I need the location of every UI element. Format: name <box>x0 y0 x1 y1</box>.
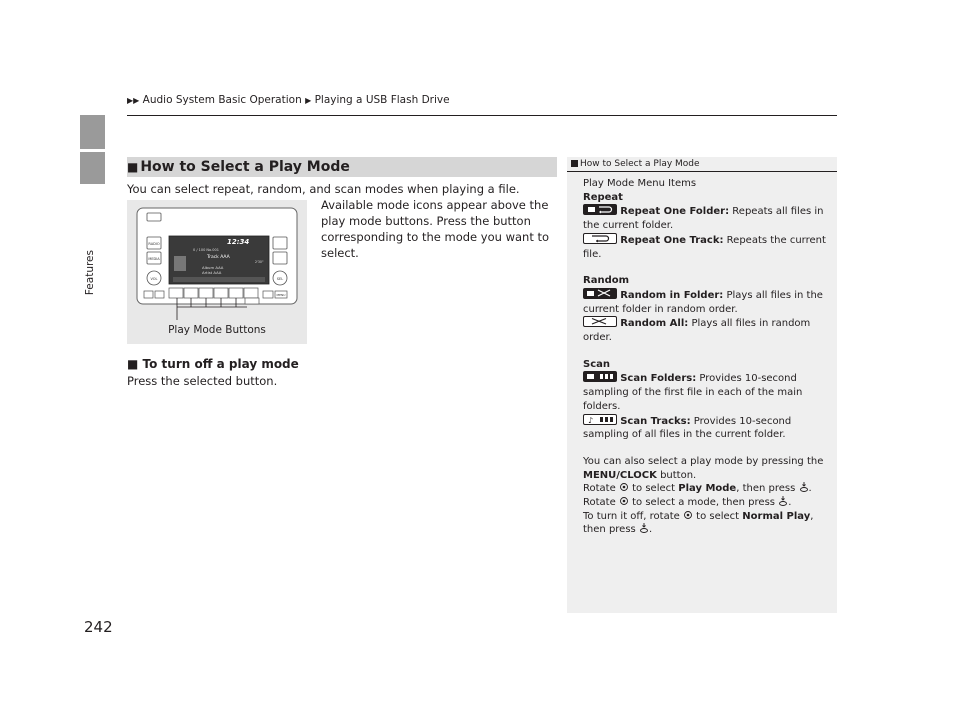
random-all-item: Random All: Plays all files in random order. <box>583 318 811 344</box>
chapter-label: Features <box>84 250 96 296</box>
breadcrumb-arrow-icon: ▶▶ <box>127 96 140 105</box>
notes-divider <box>567 171 837 172</box>
square-bullet-icon: ■ <box>127 160 139 174</box>
square-bullet-icon: ■ <box>127 357 139 371</box>
scan-tracks-item: ♪ Scan Tracks: Provides 10-second sampling of all files in the current folder. <box>583 415 792 441</box>
device-caption: Play Mode Buttons <box>168 324 266 336</box>
random-folder-icon <box>583 288 617 299</box>
chapter-tab-active <box>80 152 105 184</box>
breadcrumb-item[interactable]: Playing a USB Flash Drive <box>314 94 450 106</box>
vol-knob-label: VOL <box>150 277 158 281</box>
intro-text: You can select repeat, random, and scan modes when playing a file. <box>127 182 520 196</box>
scan-tracks-icon <box>583 414 617 425</box>
rotate-knob-icon <box>619 496 629 506</box>
random-all-icon <box>583 316 617 327</box>
press-knob-icon <box>778 496 788 506</box>
breadcrumb-arrow-icon: ▶ <box>305 96 312 105</box>
screen-time: 2'30" <box>255 260 264 264</box>
rotate-step-1: Rotate to select Play Mode, then press . <box>583 483 812 495</box>
turn-off-step: To turn it off, rotate to select Normal Play, then press . <box>583 510 814 536</box>
scan-folders-item: Scan Folders: Provides 10-second sampling of the first file in each of the main folders. <box>583 373 803 412</box>
sel-knob-label: SEL <box>276 277 284 281</box>
screen-clock: 12:34 <box>227 238 250 246</box>
section-heading <box>127 157 557 177</box>
repeat-folder-icon <box>583 204 617 215</box>
audio-unit-illustration <box>127 200 307 344</box>
menu-items-heading: Play Mode Menu Items <box>583 178 697 189</box>
screen-folder-no: 0 / 100 No.001 <box>193 248 219 252</box>
note-marker-icon <box>571 160 578 167</box>
random-folder-item: Random in Folder: Plays all files in the current folder in random order. <box>583 289 823 315</box>
sub-heading-title: To turn off a play mode <box>142 357 299 371</box>
notes-title <box>571 159 700 169</box>
media-button-label: MEDIA <box>148 257 160 261</box>
breadcrumb-item[interactable]: Audio System Basic Operation <box>142 94 302 106</box>
repeat-track-icon <box>583 233 617 244</box>
radio-button-label: RADIO <box>148 242 160 246</box>
svg-text:♪: ♪ <box>588 415 594 424</box>
screen-track: Track AAA <box>207 255 230 260</box>
sub-heading <box>127 357 299 371</box>
rotate-knob-icon <box>619 482 629 492</box>
section-title: How to Select a Play Mode <box>140 159 350 175</box>
press-knob-icon <box>799 482 809 492</box>
repeat-folder-item: Repeat One Folder: Repeats all files in the current folder. <box>583 206 824 232</box>
audio-unit-drawing <box>127 200 307 322</box>
header-divider <box>127 115 837 116</box>
repeat-heading: Repeat <box>583 191 623 203</box>
turn-off-text: Press the selected button. <box>127 374 278 388</box>
rotate-knob-icon <box>683 510 693 520</box>
random-heading: Random <box>583 275 630 287</box>
scan-folders-icon <box>583 371 617 382</box>
scan-heading: Scan <box>583 358 610 370</box>
repeat-track-item: Repeat One Track: Repeats the current file. <box>583 234 826 260</box>
rotate-step-2: Rotate to select a mode, then press . <box>583 497 792 509</box>
page-number: 242 <box>84 618 113 636</box>
notes-body <box>583 177 829 537</box>
press-knob-icon <box>639 523 649 533</box>
menu-clock-note: You can also select a play mode by pressing the MENU/CLOCK button. <box>583 455 824 481</box>
mode-description: Available mode icons appear above the play mode buttons. Press the button corresponding to the mode you want to select. <box>321 198 550 260</box>
menu-button-label: MENU <box>276 293 286 297</box>
screen-artist: Artist AAA <box>202 270 222 275</box>
notes-panel <box>567 157 837 613</box>
breadcrumb <box>127 94 450 106</box>
notes-title-text[interactable]: How to Select a Play Mode <box>580 159 700 169</box>
chapter-tab <box>80 115 105 149</box>
screen-album: Album AAA <box>202 265 224 270</box>
